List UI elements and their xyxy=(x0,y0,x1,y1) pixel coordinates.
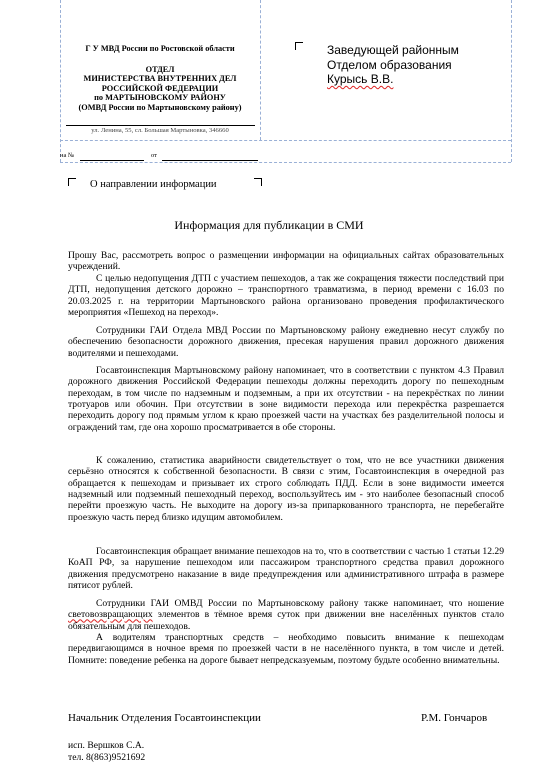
layout-guide xyxy=(511,0,512,162)
corner-mark xyxy=(254,178,262,186)
subject-line: О направлении информации xyxy=(90,179,217,190)
layout-guide xyxy=(60,140,511,141)
paragraph-8: А водителям транспортных средств – необходимо повысить внимание к пешеходам передвигающимся в ночное время по проезжей части в не населённого пункта, в том числе и детей. Помните: поведение ребенка на дороге бывает непредсказуемым, поэтому будьте особенно внимательны. xyxy=(68,632,504,666)
corner-mark xyxy=(295,42,303,50)
addressee-line-3: Курысь В.В. xyxy=(327,72,394,86)
paragraph-6: Госавтоинспекция обращает внимание пешеходов на то, что в соответствии с частью 1 статьи 12.29 КоАП РФ, за нарушение пешеходом или пассажиром транспортного средства правил дорожного движения предусмотрено наказание в виде предупреждения или административного штрафа в размере пятисот рублей. xyxy=(68,546,504,592)
signature-position: Начальник Отделения Госавтоинспекции xyxy=(68,712,261,724)
header-line-4: РОССИЙСКОЙ ФЕДЕРАЦИИ xyxy=(101,83,219,93)
reference-number-field xyxy=(80,160,144,161)
organization-address: ул. Ленина, 55, сл. Большая Мартыновка, 346660 xyxy=(91,127,229,134)
header-line-1: Г У МВД России по Ростовской области xyxy=(85,44,235,53)
paragraph-5: К сожалению, статистика аварийности свидетельствует о том, что не все участники движения серьёзно относятся к собственной безопасности. В связи с этим, Госавтоинспекция в очередной раз обращается к пешеходам и призывает их строго соблюдать ПДД. Если в зоне видимости имеется надземный или подземный пешеходный переход, воспользуйтесь им - это наиболее безопасный способ перейти проезжую часть. Не выходите на дорогу из-за припаркованного транспорта, не перебегайте проезжую часть перед близко идущим автомобилем. xyxy=(68,455,504,523)
paragraph-7 xyxy=(68,598,504,632)
header-line-6: (ОМВД России по Мартыновскому району) xyxy=(78,102,242,112)
paragraph-7-part-2: элементов в тёмное время суток при движении вне населённых пунктов стало обязательным для пешеходов. xyxy=(68,609,504,632)
layout-guide xyxy=(60,162,511,163)
paragraph-3: Сотрудники ГАИ Отдела МВД России по Мартыновскому району ежедневно несут службу по обеспечению безопасности дорожного движения, пресекая нарушения правил дорожного движения водителями и пешеходами. xyxy=(68,325,504,359)
corner-mark xyxy=(68,178,76,186)
executor-name: исп. Вершков С.А. xyxy=(68,740,145,751)
addressee-line-2: Отделом образования xyxy=(327,57,452,72)
addressee-line-1: Заведующей районным xyxy=(327,43,459,57)
layout-guide xyxy=(260,0,261,140)
document-title: Информация для публикации в СМИ xyxy=(174,218,364,232)
executor-block xyxy=(68,740,145,764)
header-divider xyxy=(66,125,255,126)
reference-number-label: на № xyxy=(60,152,75,159)
paragraph-4: Госавтоинспекция Мартыновскому району напоминает, что в соответствии с пунктом 4.3 Правил дорожного движения Российской Федерации пешеходы должны переходить дорогу по пешеходным переходам, в том числе по надземным и подземным, а при их отсутствии - на перекрёстках по линии тротуаров или обочин. При отсутствии в зоне видимости перехода или перекрёстка разрешается переходить дорогу под прямым углом к краю проезжей части на участках без разделительной полосы и ограждений там, где она хорошо просматривается в обе стороны. xyxy=(68,365,504,433)
paragraph-1: Прошу Вас, рассмотреть вопрос о размещении информации на официальных сайтах образовательных учреждений. xyxy=(68,250,504,273)
signature-name: Р.М. Гончаров xyxy=(421,712,488,724)
reference-date-field xyxy=(162,160,258,161)
paragraph-7-part-1: Сотрудники ГАИ ОМВД России по Мартыновскому району также напоминает, что ношение xyxy=(96,598,504,609)
addressee-block xyxy=(327,43,459,87)
header-line-5: по МАРТЫНОВСКОМУ РАЙОНУ xyxy=(94,93,226,103)
reference-date-label: от xyxy=(151,152,158,159)
header-line-3: МИНИСТЕРСТВА ВНУТРЕННИХ ДЕЛ xyxy=(83,74,237,84)
executor-phone: тел. 8(863)9521692 xyxy=(68,752,146,763)
paragraph-2: С целью недопущения ДТП с участием пешеходов, а так же сокращения тяжести последствий при ДТП, недопущения детского дорожно – транспортного травматизма, в период времени с 16.03 по 20.03.2025 г. на территории Мартыновского района организовано проведения профилактического мероприятия «Пешеход на переход». xyxy=(68,273,504,319)
paragraph-7-highlight: световозвращающих xyxy=(68,609,153,621)
header-line-2: ОТДЕЛ xyxy=(145,64,175,74)
organization-header xyxy=(60,44,260,113)
